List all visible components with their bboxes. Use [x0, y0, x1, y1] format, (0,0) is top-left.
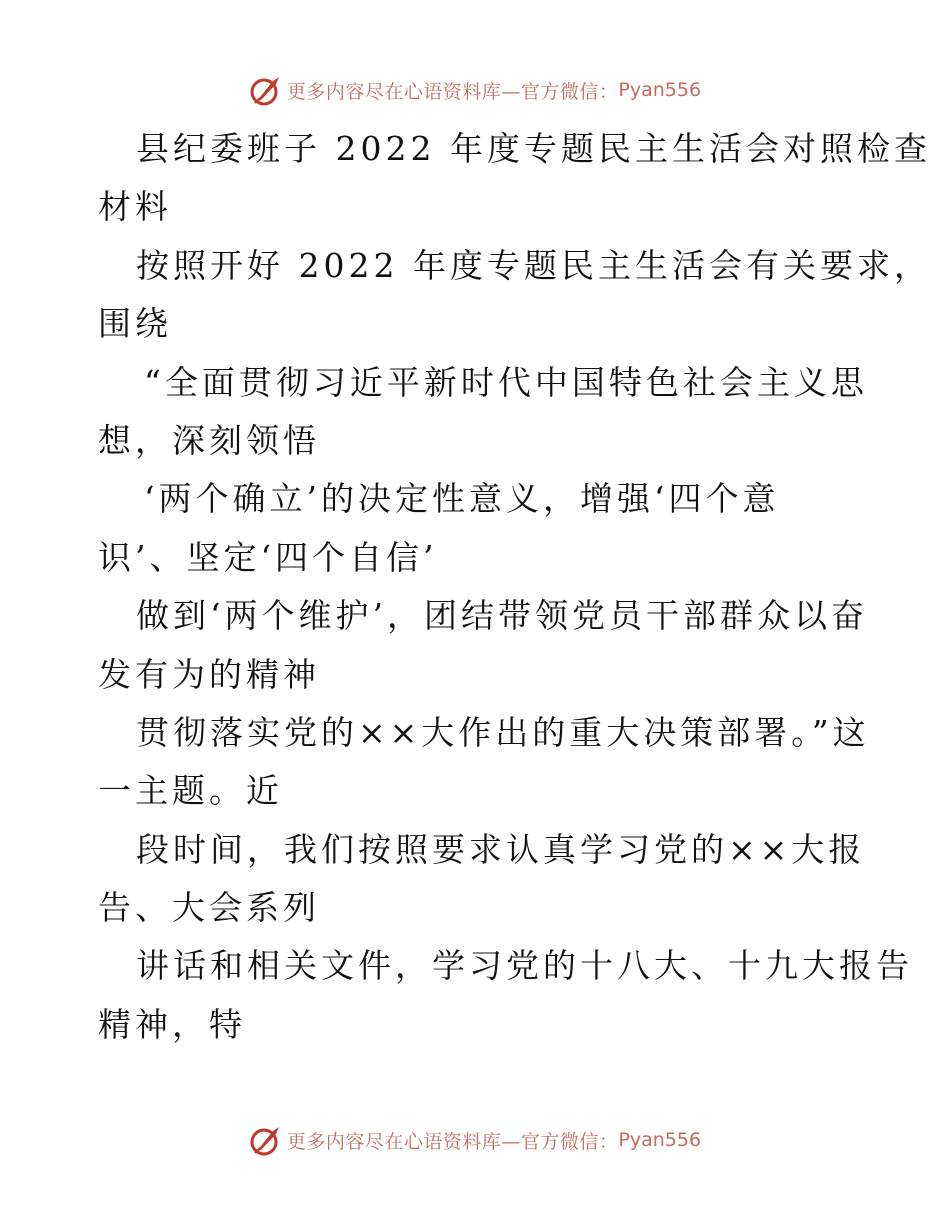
paragraph-line: 贯彻落实党的××大作出的重大决策部署。”这 [136, 712, 870, 752]
paragraph-line: 识’、坚定‘四个自信’ [98, 537, 438, 577]
watermark-contact: Pyan556 [618, 1129, 702, 1151]
document-title-line-2: 材料 [98, 187, 172, 227]
document-title-line-1: 县纪委班子 2022 年度专题民主生活会对照检查 [136, 129, 931, 168]
paragraph-line: 发有为的精神 [98, 654, 320, 694]
watermark-text: 更多内容尽在心语资料库—官方微信： [286, 80, 619, 103]
quill-pen-logo-icon [249, 1123, 283, 1157]
paragraph-line: 段时间，我们按照要求认真学习党的××大报 [136, 829, 866, 869]
paragraph-line: 做到‘两个维护’，团结带领党员干部群众以奋 [136, 596, 868, 636]
paragraph-line: 一主题。近 [98, 771, 283, 811]
paragraph-line: 围绕 [98, 304, 172, 344]
footer-watermark [0, 1120, 950, 1160]
watermark-contact: Pyan556 [618, 79, 702, 101]
quill-pen-logo-icon [249, 73, 283, 107]
header-watermark [0, 70, 950, 110]
paragraph-line: 讲话和相关文件，学习党的十八大、十九大报告 [136, 946, 913, 986]
paragraph-line: 精神，特 [98, 1004, 246, 1044]
paragraph-line: 告、大会系列 [98, 888, 320, 928]
paragraph-line: 想，深刻领悟 [98, 420, 320, 460]
paragraph-line: “全面贯彻习近平新时代中国特色社会主义思 [144, 362, 868, 402]
watermark-text: 更多内容尽在心语资料库—官方微信： [286, 1130, 619, 1153]
paragraph-line: ‘两个确立’的决定性意义，增强‘四个意 [144, 479, 780, 519]
document-body [98, 120, 931, 1054]
paragraph-line: 按照开好 2022 年度专题民主生活会有关要求， [136, 245, 931, 285]
